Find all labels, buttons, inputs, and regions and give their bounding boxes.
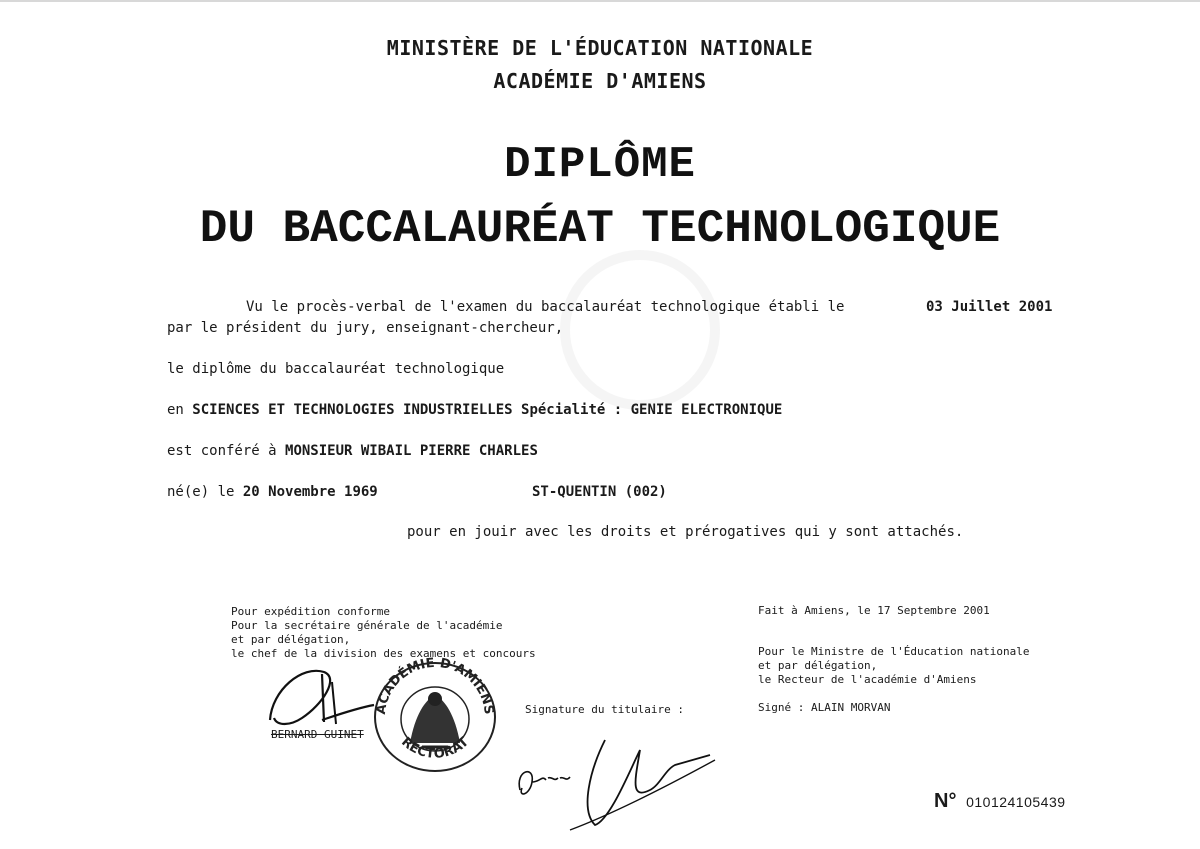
signed-by: Signé : ALAIN MORVAN <box>758 701 891 714</box>
diploma-subtitle: DU BACCALAURÉAT TECHNOLOGIQUE <box>199 203 1001 255</box>
right-line-1: Pour le Ministre de l'Éducation nationale <box>758 645 1030 658</box>
birth-place: ST-QUENTIN (002) <box>532 484 667 500</box>
jury-text: par le président du jury, enseignant-chercheur, <box>167 320 564 336</box>
holder-signature <box>510 730 720 840</box>
left-signature-block <box>231 605 536 661</box>
field-value: SCIENCES ET TECHNOLOGIES INDUSTRIELLES Spécialité : GENIE ELECTRONIQUE <box>192 402 783 418</box>
place-date: Fait à Amiens, le 17 Septembre 2001 <box>758 604 990 617</box>
exam-date: 03 Juillet 2001 <box>926 299 1053 315</box>
rights-text: pour en jouir avec les droits et prérogatives qui y sont attachés. <box>407 524 964 540</box>
diploma-title: DIPLÔME <box>504 140 696 190</box>
academy-heading: ACADÉMIE D'AMIENS <box>493 69 707 93</box>
birth-line <box>167 484 378 500</box>
number-label: N° <box>934 790 957 812</box>
right-line-3: le Recteur de l'académie d'Amiens <box>758 673 977 686</box>
diploma-number <box>934 790 1066 813</box>
left-line-3: et par délégation, <box>231 633 351 646</box>
watermark-emblem <box>560 250 720 410</box>
left-line-2: Pour la secrétaire générale de l'académie <box>231 619 503 632</box>
holder-signature-label: Signature du titulaire : <box>525 703 684 716</box>
left-signatory: BERNARD GUINET <box>271 728 364 741</box>
diploma-text: le diplôme du baccalauréat technologique <box>167 361 505 377</box>
left-line-4: le chef de la division des examens et concours <box>231 647 536 660</box>
right-line-2: et par délégation, <box>758 659 878 672</box>
left-line-1: Pour expédition conforme <box>231 605 390 618</box>
seal-top-text: ACADÉMIE D'AMIENS <box>373 655 497 716</box>
top-border <box>0 0 1200 2</box>
holder-name: MONSIEUR WIBAIL PIERRE CHARLES <box>285 443 538 459</box>
intro-text: Vu le procès-verbal de l'examen du baccalauréat technologique établi le <box>246 299 845 315</box>
seal-bottom-text: RECTORAT <box>398 734 472 762</box>
right-signature-block <box>758 645 1030 687</box>
conferred-prefix: est conféré à <box>167 443 277 459</box>
born-prefix: né(e) le <box>167 484 235 500</box>
conferred-line <box>167 443 538 459</box>
field-line <box>167 402 782 418</box>
field-prefix: en <box>167 402 184 418</box>
ministry-heading: MINISTÈRE DE L'ÉDUCATION NATIONALE <box>386 36 814 60</box>
rectorat-seal <box>370 655 500 775</box>
birth-date: 20 Novembre 1969 <box>242 484 378 500</box>
number-value: 010124105439 <box>966 794 1066 810</box>
